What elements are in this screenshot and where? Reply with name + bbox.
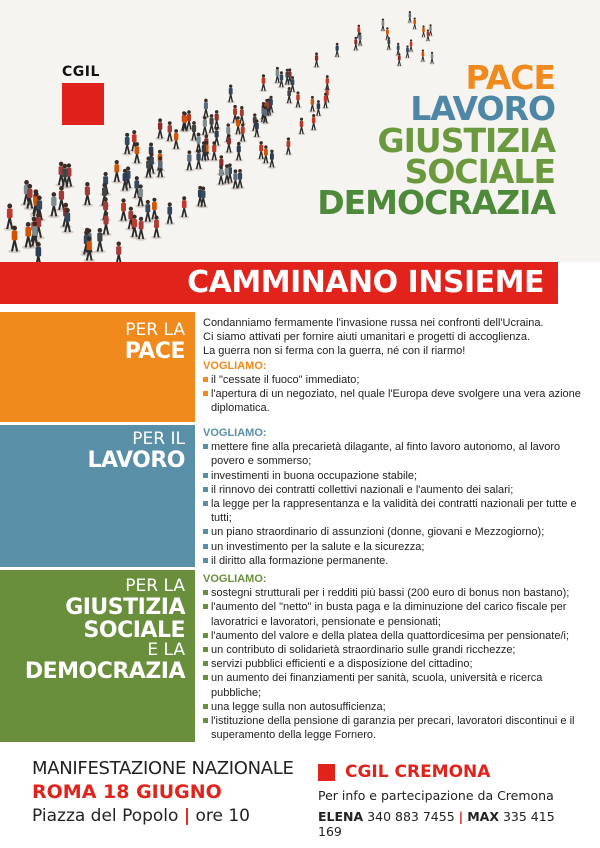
person-figure [412,17,418,29]
giustizia-label-big: SOCIALE [83,617,185,643]
org-square-icon [318,764,335,781]
banner-title: CAMMINANO INSIEME [187,265,544,300]
person-figure [380,18,386,31]
list-item: il diritto alla formazione permanente. [203,554,595,568]
cgil-logo [62,64,104,125]
person-figure [48,192,60,218]
event-date: ROMA 18 GIUGNO [32,781,222,803]
giustizia-content [203,572,595,742]
pace-intro-line: La guerra non si ferma con la guerra, né con il riarmo! [203,345,466,358]
pace-content [203,316,595,415]
person-figure [297,118,305,136]
person-figure [308,96,316,113]
event-title: MANIFESTAZIONE NAZIONALE [32,758,294,779]
list-item: la legge per la rappresentanza e la validità dei contratti nazionali per tutte e tutti; [203,497,595,525]
person-figure [408,39,414,52]
person-figure [165,121,175,142]
list-item: il "cessate il fuoco" immediato; [203,373,595,387]
section-pace-label [0,312,195,422]
contact-phone[interactable]: 340 883 7455 [367,809,455,824]
person-figure [226,85,235,104]
person-figure [267,150,276,169]
giustizia-vogliamo: VOGLIAMO: [203,573,267,585]
person-figure [111,160,122,184]
person-figure [407,11,413,23]
title-banner [0,262,558,304]
separator: | [458,809,464,824]
slogan-pace: PACE [465,58,555,97]
section-lavoro [0,425,600,567]
person-figure [184,150,194,171]
event-place [32,806,294,826]
list-item: mettere fine alla precarietà dilagante, al finto lavoro autonomo, al lavoro povero e sommerso; [203,440,595,468]
contacts [318,809,578,839]
person-figure [164,202,175,225]
giustizia-label-big: GIUSTIZIA [65,594,185,620]
person-figure [259,74,267,92]
list-item: l'apertura di un negoziato, nel quale l'Europa deve svolgere una vera azione diplomatica. [203,387,595,415]
person-figure [294,91,302,108]
list-item: un aumento dei finanziamenti per sanità, scuola, università e ricerca pubbliche; [203,671,595,699]
person-figure [118,198,129,222]
slogan-giustizia: GIUSTIZIA [377,120,555,160]
list-item: un contributo di solidarietà straordinario sulle grandi ricchezze; [203,643,595,657]
separator: | [183,806,191,826]
slogan [317,58,555,223]
giustizia-label-small2: E LA [147,640,185,661]
person-figure [155,156,165,178]
pace-label-small: PER LA [125,320,185,340]
hero-header [0,0,600,262]
person-figure [171,129,181,150]
logo-text: CGIL [62,64,100,80]
person-figure [224,134,233,154]
person-figure [284,137,293,155]
event-location: Piazza del Popolo [32,806,179,826]
section-lavoro-label [0,425,195,567]
list-item: un piano straordinario di assunzioni (donne, giovani e Mezzogiorno); [203,525,595,539]
pace-intro-line: Ci siamo attivati per fornire aiuti umanitari e progetti di accoglienza. [203,331,531,344]
org-name: CGIL CREMONA [345,762,491,782]
pace-label-big: PACE [124,338,185,364]
person-figure [234,142,243,162]
person-figure [421,25,427,37]
list-item: l'aumento del "netto" in busta paga e la diminuzione del carico fiscale per lavoratrici e lavoratori, pensionate e pensionati; [203,600,595,628]
list-item: investimenti in buona occupazione stabile; [203,469,595,483]
lavoro-label-small: PER IL [132,429,185,449]
section-pace [0,312,600,422]
event-info [32,758,294,826]
slogan-sociale: SOCIALE [404,152,555,192]
person-figure [100,211,112,236]
person-figure [113,242,125,262]
event-time: ore 10 [195,806,250,826]
list-item: sostegni strutturali per i redditi più bassi (200 euro di bonus non bastano); [203,586,595,600]
footer [0,752,600,848]
person-figure [420,49,426,62]
pace-vogliamo: VOGLIAMO: [203,359,267,372]
info-text: Per info e partecipazione da Cremona [318,788,554,803]
list-item: una legge sulla non autosufficienza; [203,700,595,714]
list-item: servizi pubblici efficienti e a disposizione del cittadino; [203,657,595,671]
person-figure [155,118,165,140]
lavoro-vogliamo: VOGLIAMO: [203,427,267,439]
slogan-lavoro: LAVORO [410,89,555,129]
organizer-info [318,762,578,839]
lavoro-content [203,426,595,568]
contact-name: MAX [467,809,499,824]
section-giustizia-label [0,570,195,742]
lavoro-label-big: LAVORO [87,447,185,473]
organizer [318,762,578,782]
list-item: un investimento per la salute e la sicurezza; [203,540,595,554]
person-figure [334,43,341,58]
person-figure [82,182,94,207]
contact-name: ELENA [318,809,364,824]
person-figure [352,37,359,51]
list-item: l'aumento del valore e della platea della quattordicesima per pensionate/i; [203,629,595,643]
slogan-democrazia: DEMOCRAZIA [317,183,555,223]
list-item: il rinnovo dei contratti collettivi nazionali e l'aumento dei salari; [203,483,595,497]
giustizia-label-small: PER LA [125,576,185,596]
pace-intro-line: Condanniamo fermamente l'invasione russa nei confronti dell'Ucraina. [203,317,544,329]
contact-phone[interactable]: 335 415 169 [318,809,555,839]
logo-square [62,83,104,125]
person-figure [179,196,189,218]
section-giustizia [0,570,600,742]
giustizia-label-big2: DEMOCRAZIA [24,658,185,684]
list-item: l'istituzione della pensione di garanzia per precari, lavoratori discontinui e il superamento della legge Fornero. [203,714,595,742]
person-figure [201,99,210,119]
